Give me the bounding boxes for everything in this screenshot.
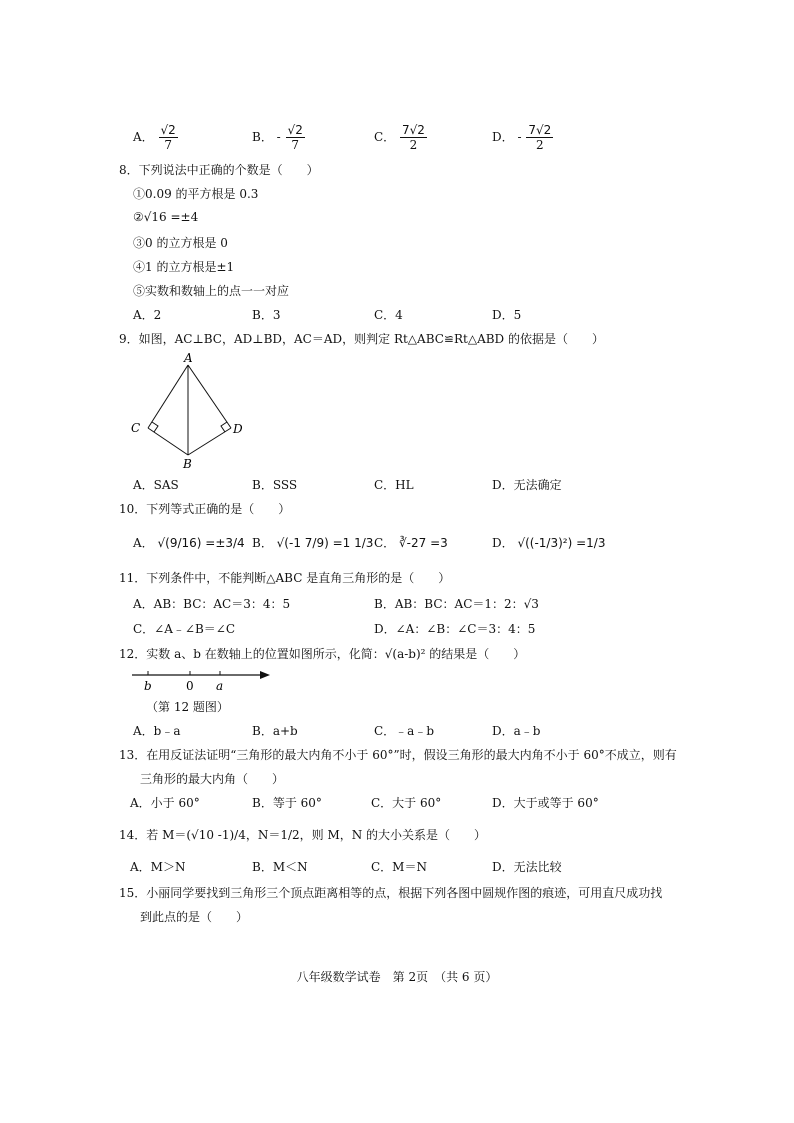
q14-stem: 14．若 M＝(√10 -1)/4，N＝1/2，则 M，N 的大小关系是（ ） [119,828,487,842]
option-label: C． [374,536,396,550]
minus-sign: - [517,130,522,144]
q13-option-d: D．大于或等于 60° [492,796,599,810]
q8-statement-4: ④1 的立方根是±1 [133,260,235,274]
q15-stem-line-2: 到此点的是（ ） [140,910,249,924]
option-label: B． [252,536,273,550]
q8-statement-1: ①0.09 的平方根是 0.3 [133,187,259,201]
numerator: √2 [160,123,176,137]
minus-sign: - [276,130,281,144]
q12-option-a: A．b﹣a [133,724,181,738]
q10-option-c [374,534,448,551]
q12-option-d: D．a﹣b [492,724,541,738]
q12-stem: 12．实数 a、b 在数轴上的位置如图所示，化简：√(a-b)² 的结果是（ ） [119,647,526,661]
q8-statement-2: ②√16 =±4 [133,210,199,224]
q10-stem: 10．下列等式正确的是（ ） [119,502,291,516]
q10-option-b [252,534,373,551]
fraction [400,123,427,152]
q14-option-a: A．M＞N [130,860,186,874]
q14-option-d: D．无法比较 [492,860,562,874]
q8-option-b: B．3 [252,308,281,322]
point-a-label: a [216,679,224,693]
page-footer: 八年级数学试卷 第 2页 （共 6 页） [296,970,498,984]
q11-option-a: A．AB：BC：AC＝3：4：5 [133,597,291,611]
q9-option-d: D．无法确定 [492,478,562,492]
fraction [526,123,553,152]
q8-statement-3: ③0 的立方根是 0 [133,236,228,250]
q12-figure-caption: （第 12 题图） [146,700,229,714]
q9-stem: 9．如图，AC⊥BC，AD⊥BD，AC＝AD，则判定 Rt△ABC≌Rt△ABD 的依据是（ ） [119,332,604,346]
q8-option-d: D．5 [492,308,522,322]
q8-stem: 8．下列说法中正确的个数是（ ） [119,163,319,177]
q11-option-d: D．∠A：∠B：∠C＝3：4：5 [374,622,536,636]
expression: √(9/16) =±3/4 [157,536,245,550]
q10-option-d [492,534,605,551]
denominator: 2 [535,138,544,152]
point-b-label: B [183,457,192,471]
q7-option-d [492,123,554,152]
option-label: A． [133,536,154,550]
q11-stem: 11．下列条件中，不能判断△ABC 是直角三角形的是（ ） [119,571,451,585]
numerator: √2 [287,123,303,137]
denominator: 7 [164,138,172,152]
q10-option-a [133,534,245,551]
option-label: D． [492,130,514,144]
numerator: 7√2 [402,123,425,137]
q7-option-a [133,123,179,152]
point-b-label: b [144,679,152,693]
point-d-label: D [233,422,243,436]
q9-option-b: B．SSS [252,478,298,492]
q12-option-b: B．a+b [252,724,298,738]
q8-option-a: A．2 [133,308,162,322]
q15-stem-line-1: 15．小丽同学要找到三角形三个顶点距离相等的点，根据下列各图中圆规作图的痕迹，可用直尺成功找 [119,886,663,900]
point-c-label: C [131,421,141,435]
fraction [286,123,305,152]
expression: ∛-27 =3 [399,536,448,550]
q7-option-b [252,123,306,152]
fraction [159,123,178,152]
q14-option-b: B．M＜N [252,860,308,874]
denominator: 7 [291,138,299,152]
option-label: A． [133,130,154,144]
q9-option-a: A．SAS [133,478,179,492]
option-label: D． [492,536,514,550]
option-label: C． [374,130,396,144]
q13-option-c: C．大于 60° [371,796,442,810]
zero-label: 0 [186,679,194,693]
point-a-label: A [184,351,193,365]
q13-option-b: B．等于 60° [252,796,322,810]
q11-option-c: C．∠A﹣∠B＝∠C [133,622,236,636]
expression: √(-1 7/9) =1 1/3 [276,536,374,550]
q8-option-c: C．4 [374,308,403,322]
q12-number-line [128,666,278,694]
expression: √((-1/3)²) =1/3 [517,536,606,550]
q9-option-c: C．HL [374,478,414,492]
denominator: 2 [409,138,418,152]
q12-option-c: C．﹣a﹣b [374,724,435,738]
q11-option-b: B．AB：BC：AC＝1：2：√3 [374,597,539,611]
numerator: 7√2 [528,123,552,137]
q14-option-c: C．M＝N [371,860,427,874]
q13-stem-line-1: 13．在用反证法证明“三角形的最大内角不小于 60°”时，假设三角形的最大内角不小于 60°不成立，则有 [119,748,677,762]
q13-option-a: A．小于 60° [130,796,200,810]
q9-triangle-figure [125,350,255,475]
q8-statement-5: ⑤实数和数轴上的点一一对应 [133,284,290,298]
q13-stem-line-2: 三角形的最大内角（ ） [140,772,285,786]
option-label: B． [252,130,273,144]
q7-option-c [374,123,428,152]
